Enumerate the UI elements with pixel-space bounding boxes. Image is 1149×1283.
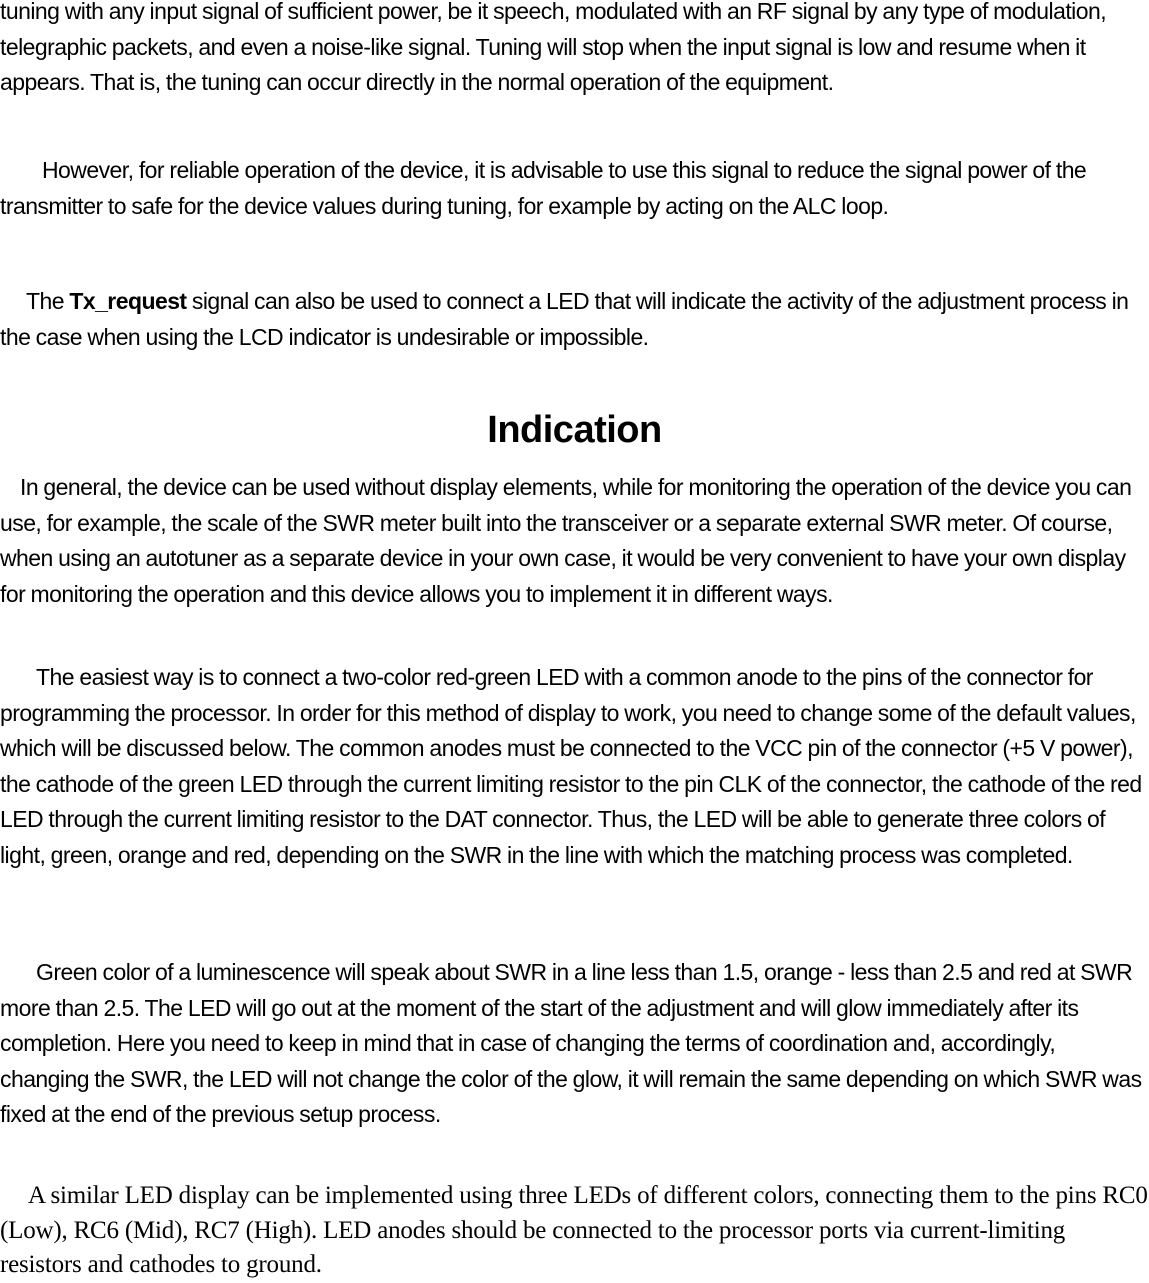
paragraph-reliable-operation: However, for reliable operation of the device, it is advisable to use this signal to reduce the signal power of the transmitter to safe for the device values during tuning, for example by acting on the ALC loop. — [0, 157, 1087, 219]
tx-request-term: Tx_request — [69, 288, 187, 314]
tx-request-prefix: The — [26, 288, 70, 314]
paragraph-led-colors: Green color of a luminescence will speak about SWR in a line less than 1.5, orange - less than 2.5 and red at SWR more than 2.5. The LED will go out at the moment of the start of the adjustment and will glow immediately after its completion. Here you need to keep in mind that in case of changing the terms of coordination and, accordingly, changing the SWR, the LED will not change the color of the glow, it will remain the same depending on which SWR was fixed at the end of the previous setup process. — [0, 959, 1142, 1127]
paragraph-two-color-led: The easiest way is to connect a two-color red-green LED with a common anode to the pins of the connector for programming the processor. In order for this method of display to work, you need to change some of the default values, which will be discussed below. The common anodes must be connected to the VCC pin of the connector (+5 V power), the cathode of the green LED through the current limiting resistor to the pin CLK of the connector, the cathode of the red LED through the current limiting resistor to the DAT connector. Thus, the LED will be able to generate three colors of light, green, orange and red, depending on the SWR in the line with which the matching process was completed. — [0, 664, 1142, 868]
section-heading-indication: Indication — [487, 409, 662, 451]
paragraph-three-leds: A similar LED display can be implemented using three LEDs of different colors, connecting them to the pins RC0 (Low), RC6 (Mid), RC7 (High). LED anodes should be connected to the processor ports via current-limiting resistors and cathodes to ground. — [0, 1182, 1148, 1278]
paragraph-tuning-signal: tuning with any input signal of sufficient power, be it speech, modulated with an RF signal by any type of modulation, telegraphic packets, and even a noise-like signal. Tuning will stop when the input signal is low and resume when it appears. That is, the tuning can occur directly in the normal operation of the equipment. — [0, 0, 1107, 95]
paragraph-tx-request — [0, 284, 1149, 355]
paragraph-indication-general: In general, the device can be used without display elements, while for monitoring the operation of the device you can use, for example, the scale of the SWR meter built into the transceiver or a separate external SWR meter. Of course, when using an autotuner as a separate device in your own case, it would be very convenient to have your own display for monitoring the operation and this device allows you to implement it in different ways. — [0, 474, 1132, 607]
tx-request-suffix: signal can also be used to connect a LED that will indicate the activity of the adjustment process in the case when using the LCD indicator is undesirable or impossible. — [0, 288, 1129, 350]
